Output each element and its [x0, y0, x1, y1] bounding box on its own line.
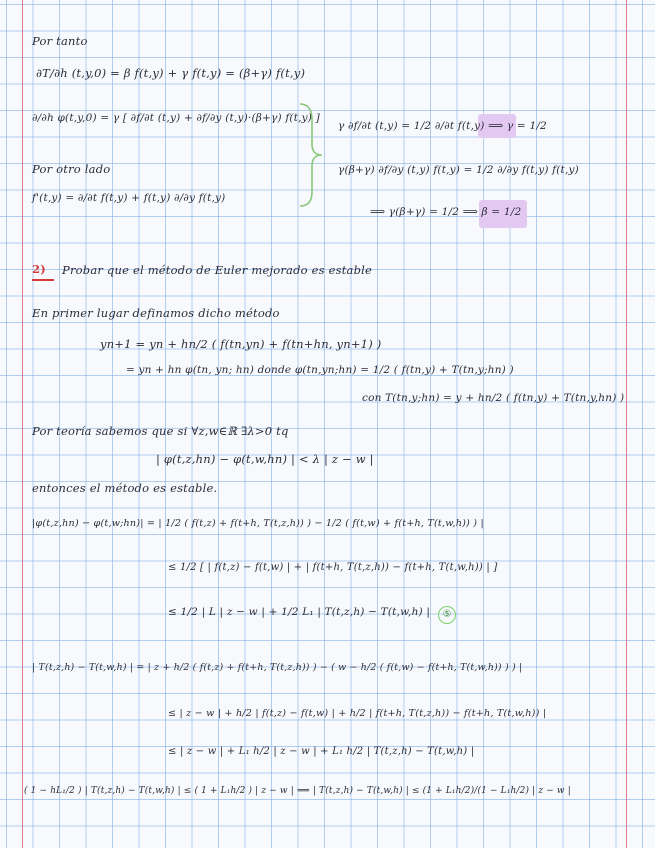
equation-line: = yn + hn φ(tn, yn; hn) donde φ(tn,yn;hn) = 1/2 ( f(tn,y) + T(tn,y;hn) ) — [126, 364, 514, 376]
equation-line: γ(β+γ) ∂f/∂y (t,y) f(t,y) = 1/2 ∂/∂y f(t,y) f(t,y) — [338, 164, 579, 176]
equation-line: ∂T/∂h (t,y,0) = β f(t,y) + γ f(t,y) = (β+γ) f(t,y) — [36, 66, 306, 80]
margin-line-left — [22, 0, 23, 848]
margin-line-right — [626, 0, 627, 848]
equation-line: con T(tn,y;hn) = y + hn/2 ( f(tn,y) + T(tn,y,hn) ) — [362, 392, 625, 404]
text-line: entonces el método es estable. — [32, 481, 218, 495]
equation-line: ≤ | z − w | + L₁ h/2 | z − w | + L₁ h/2 | T(t,z,h) − T(t,w,h) | — [168, 746, 475, 757]
equation-line: ( 1 − hL₁/2 ) | T(t,z,h) − T(t,w,h) | ≤ ( 1 + L₁h/2 ) | z − w | ⟹ | T(t,z,h) − T(t,w,h) | ≤ (1 + L₁h/2)/(1 − L₁h/2) | z − w | — [24, 786, 571, 796]
equation-line: ⟹ γ(β+γ) = 1/2 ⟹ β = 1/2 — [370, 206, 522, 218]
equation-line: ≤ | z − w | + h/2 | f(t,z) − f(t,w) | + h/2 | f(t+h, T(t,z,h)) − f(t+h, T(t,w,h)) | — [168, 708, 547, 719]
exercise-number: 2) — [32, 262, 46, 276]
text-line: Por tanto — [32, 34, 88, 48]
text-line: En primer lugar definamos dicho método — [32, 306, 280, 320]
equation-line: | φ(t,z,hn) − φ(t,w,hn) | < λ | z − w | — [156, 452, 374, 466]
equation-line: ≤ 1/2 | L | z − w | + 1/2 L₁ | T(t,z,h) − T(t,w,h) | — [168, 606, 431, 618]
equation-line: | T(t,z,h) − T(t,w,h) | = | z + h/2 ( f(t,z) + f(t+h, T(t,z,h)) ) − ( w − h/2 ( f(t,w) − f(t+h, T(t,w,h)) ) ) | — [32, 662, 523, 673]
equation-line: ∂/∂h φ(t,y,0) = γ [ ∂f/∂t (t,y) + ∂f/∂y (t,y)·(β+γ) f(t,y) ] — [32, 112, 320, 124]
equation-line: f'(t,y) = ∂/∂t f(t,y) + f(t,y) ∂/∂y f(t,y) — [32, 192, 226, 204]
text-line: Por teoría sabemos que si ∀z,w∈ℝ ∃λ>0 tq — [32, 424, 289, 438]
equation-line: |φ(t,z,hn) − φ(t,w;hn)| = | 1/2 ( f(t,z) + f(t+h, T(t,z,h)) ) − 1/2 ( f(t,w) + f(t+h, T(t,w,h)) ) | — [32, 518, 484, 529]
exercise-statement: Probar que el método de Euler mejorado es estable — [62, 263, 373, 277]
equation-line: γ ∂f/∂t (t,y) = 1/2 ∂/∂t f(t,y) ⟹ γ = 1/2 — [338, 120, 547, 132]
text-line: Por otro lado — [32, 162, 111, 176]
circled-mark: ⑤ — [438, 606, 456, 624]
exercise-underline — [32, 279, 54, 281]
equation-line: yn+1 = yn + hn/2 ( f(tn,yn) + f(tn+hn, yn+1) ) — [100, 337, 382, 351]
equation-line: ≤ 1/2 [ | f(t,z) − f(t,w) | + | f(t+h, T(t,z,h)) − f(t+h, T(t,w,h)) | ] — [168, 562, 498, 573]
